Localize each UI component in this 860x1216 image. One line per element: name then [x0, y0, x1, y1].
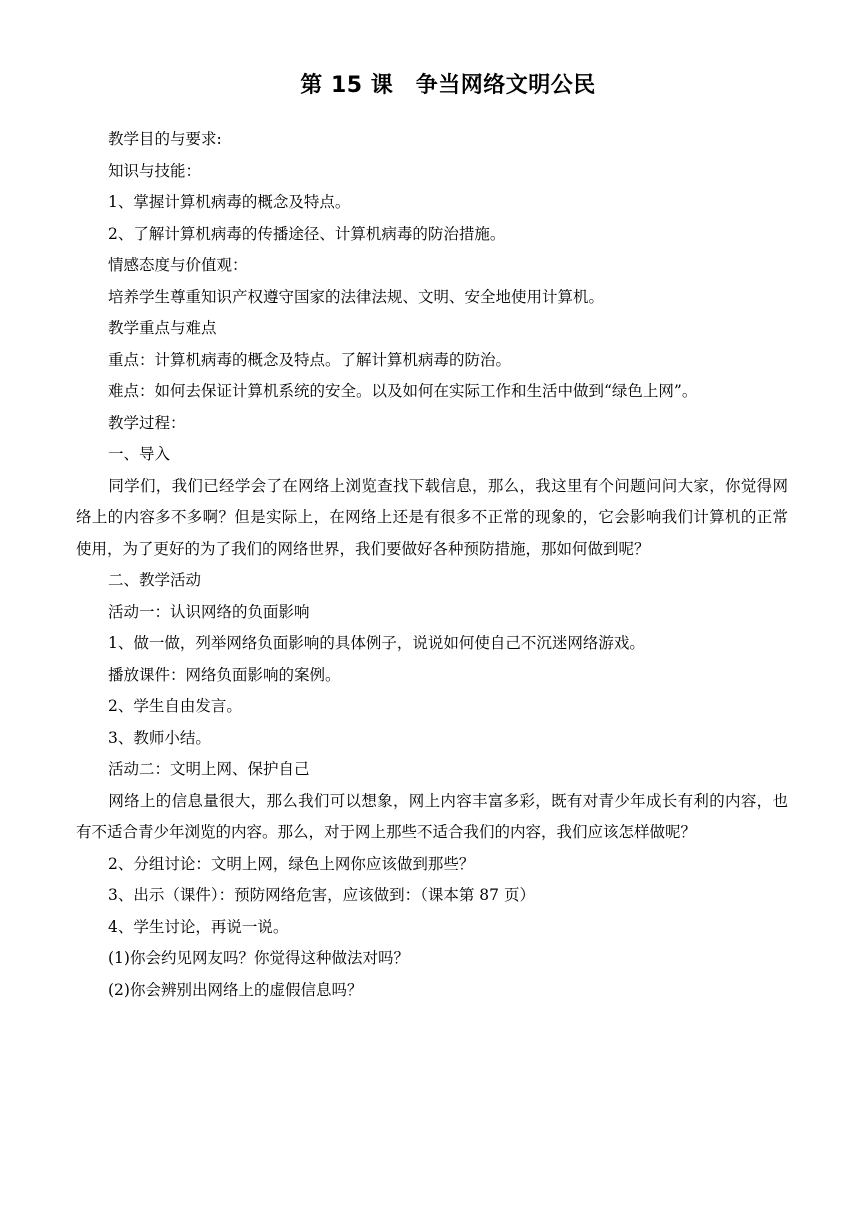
lesson-title: 第 15 课 争当网络文明公民 [300, 73, 596, 98]
step-heading-activities: 二、教学活动 [108, 571, 202, 589]
activity-two-heading: 活动二：文明上网、保护自己 [108, 760, 310, 778]
key-point: 重点：计算机病毒的概念及特点。了解计算机病毒的防治。 [108, 350, 512, 369]
discussion-question-1: (1)你会约见网友吗？你觉得这种做法对吗？ [108, 949, 409, 967]
difficult-point: 难点：如何去保证计算机系统的安全。以及如何在实际工作和生活中做到“绿色上网”。 [108, 382, 698, 400]
activity-two-paragraph [76, 786, 788, 849]
activity-one-item-2: 2、学生自由发言。 [108, 697, 242, 715]
intro-paragraph [76, 471, 788, 566]
section-heading-process: 教学过程： [108, 413, 186, 432]
step-heading-intro: 一、导入 [108, 445, 171, 463]
activity-two-item-4: 4、学生讨论，再说一说。 [108, 917, 289, 936]
activity-two-item-3: 3、出示（课件）：预防网络危害，应该做到：（课本第 87 页） [108, 886, 535, 904]
subheading-attitudes-values: 情感态度与价值观： [108, 256, 248, 274]
activity-one-item-3: 3、教师小结。 [108, 728, 211, 747]
section-heading-objectives: 教学目的与要求: [108, 130, 222, 148]
activity-one-item-1: 1、做一做，列举网络负面影响的具体例子，说说如何使自己不沉迷网络游戏。 [108, 634, 645, 652]
objective-item-2: 2、了解计算机病毒的传播途径、计算机病毒的防治措施。 [108, 224, 506, 243]
activity-two-item-2: 2、分组讨论：文明上网，绿色上网你应该做到那些？ [108, 854, 475, 873]
values-text: 培养学生尊重知识产权遵守国家的法律法规、文明、安全地使用计算机。 [108, 287, 605, 306]
intro-paragraph-text: 同学们，我们已经学会了在网络上浏览查找下载信息，那么，我这里有个问题问问大家，你觉得网络上的内容多不多啊？但是实际上，在网络上还是有很多不正常的现象的，它会影响我们计算机的正常使用，为了更好的为了我们的网络世界，我们要做好各种预防措施，那如何做到呢？ [76, 476, 788, 558]
objective-item-1: 1、掌握计算机病毒的概念及特点。 [108, 193, 351, 211]
section-heading-key-points: 教学重点与难点 [108, 319, 217, 337]
subheading-knowledge-skills: 知识与技能： [108, 161, 202, 180]
discussion-question-2: (2)你会辨别出网络上的虚假信息吗？ [108, 980, 363, 999]
lesson-body [76, 124, 788, 1006]
activity-one-courseware: 播放课件：网络负面影响的案例。 [108, 665, 341, 684]
activity-one-heading: 活动一：认识网络的负面影响 [108, 602, 310, 621]
activity-two-paragraph-text: 网络上的信息量很大，那么我们可以想象，网上内容丰富多彩，既有对青少年成长有利的内容，也有不适合青少年浏览的内容。那么，对于网上那些不适合我们的内容，我们应该怎样做呢？ [76, 791, 788, 841]
